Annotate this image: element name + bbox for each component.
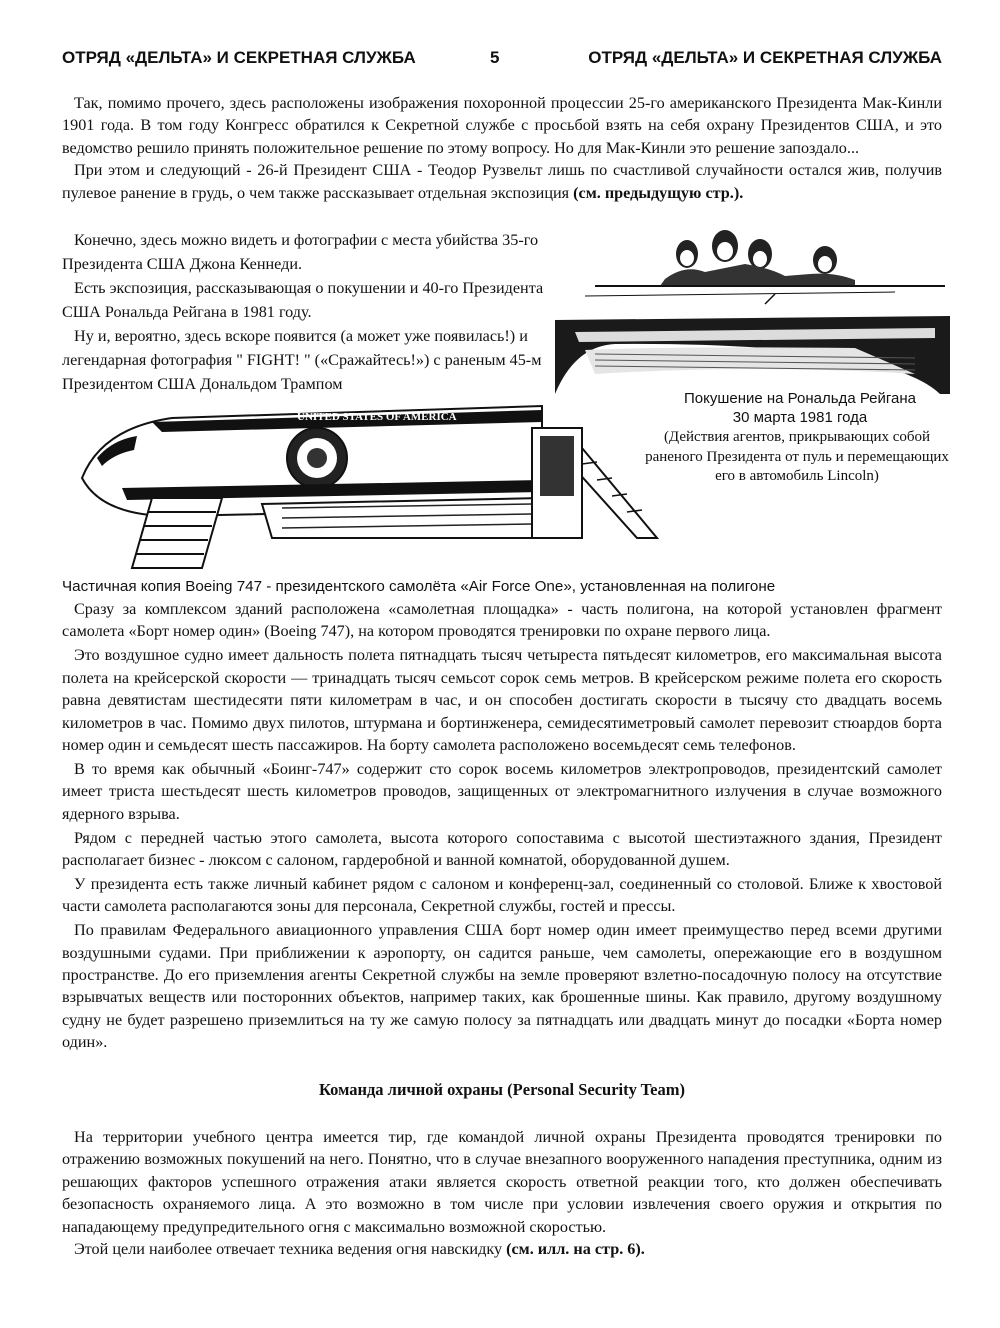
air-force-one-illustration [62, 388, 662, 578]
paragraph: Конечно, здесь можно видеть и фотографии с места убийства 35-го Президента США Джона Кеннеди. [62, 231, 539, 273]
paragraph: У президента есть также личный кабинет рядом с салоном и конференц-зал, соединенный со столовой. Ближе к хвостовой части самолета располагаются зоны для персонала, Секретной службы, гостей и прессы. [62, 874, 942, 916]
paragraph-text: Этой цели наиболее отвечает техника ведения огня навскидку [74, 1240, 503, 1259]
reagan-figure-subcaption: (Действия агентов, прикрывающих собой раненого Президента от пуль и перемещающих его в автомобиль Lincoln) [645, 429, 949, 484]
main-text [62, 598, 942, 1055]
running-header [62, 48, 942, 74]
left-column-text [62, 228, 552, 396]
header-title-right: ОТРЯД «ДЕЛЬТА» И СЕКРЕТНАЯ СЛУЖБА [588, 48, 942, 67]
caption-line: Покушение на Рональда Рейгана [683, 390, 917, 407]
paragraph: Сразу за комплексом зданий расположена «самолетная площадка» - часть полигона, на которой установлен фрагмент самолета «Борт номер один» (Boeing 747), на котором проводятся тренировки по охране первого лица. [62, 600, 942, 641]
page-number: 5 [490, 48, 500, 67]
paragraph: В то время как обычный «Боинг-747» содержит сто сорок восемь километров электропроводов, президентский самолет имеет триста шестьдесят шесть километров проводов, защищенных от электромагнитного излучения в случае возможного ядерного взрыва. [62, 759, 942, 823]
fuselage-lettering: UNITED STATES OF AMERICA [297, 411, 457, 423]
paragraph: Есть экспозиция, рассказывающая о покушении и 40-го Президента США Рональда Рейгана в 1981 году. [62, 279, 544, 321]
paragraph-text: При этом и следующий - 26-й Президент США - Теодор Рузвельт лишь по счастливой случайности остался жив, получив пулевое ранение в грудь, о чем также рассказывает отдельная экспозиция [62, 161, 942, 202]
header-title-left: ОТРЯД «ДЕЛЬТА» И СЕКРЕТНАЯ СЛУЖБА [62, 48, 416, 67]
paragraph [62, 159, 942, 204]
cross-reference: (см. илл. на стр. 6). [506, 1240, 645, 1259]
paragraph: Это воздушное судно имеет дальность полета пятнадцать тысяч четыреста пятьдесят километров, его максимальная высота полета на крейсерской скорости — тринадцать тысяч семьсот сорок семь метров. В крейсерском режиме полета его скорость равна девятистам шестидесяти пяти километрам в час, и он способен достигать скорости в тысячу сто двадцать восемь километров в час. Помимо двух пилотов, штурмана и бортинженера, семидесятиметровый самолет перевозит стюардов борта номер один и семьдесят шесть пассажиров. На борту самолета расположено восемьдесят семь телефонов. [62, 646, 942, 754]
paragraph: Рядом с передней частью этого самолета, высота которого сопоставима с высотой шестиэтажного здания, Президент располагает бизнес - люксом с салоном, гардеробной и ванной комнатой, оборудованной душем. [62, 828, 942, 869]
section-text [62, 1126, 942, 1260]
paragraph: На территории учебного центра имеется тир, где командой личной охраны Президента проводятся тренировки по отражению возможных покушений на него. Понятно, что в случае внезапного вооруженного нападения преступника, одним из решающих факторов успешного отражения атаки является скорость ответной реакции того, кто должен обеспечивать безопасность охраняемого лица. А это возможно в том числе при условии извлечения своего оружия и открытия по нападающему предупредительного огня с максимально возможной скоростью. [62, 1128, 942, 1236]
paragraph: По правилам Федерального авиационного управления США борт номер один имеет преимущество перед всеми другими воздушными судами. При приближении к аэропорту, он садится раньше, чем самолеты, опережающие его в воздушном пространстве. До его приземления агенты Секретной службы на земле проверяют взлетно-посадочную полосу на отсутствие взрывчатых веществ или посторонних объектов, например таких, как брошенные шины. Как правило, другому воздушному судну не будет разрешено приземлиться на ту же самую полосу за пятнадцать или двадцать минут до посадки «Борта номер один». [62, 921, 942, 1052]
caption-line: 30 марта 1981 года [732, 409, 868, 426]
section-heading: Команда личной охраны (Personal Security Team) [319, 1080, 685, 1099]
cross-reference: (см. предыдущую стр.). [573, 183, 744, 202]
paragraph [62, 1238, 942, 1260]
paragraph: Так, помимо прочего, здесь расположены изображения похоронной процессии 25-го американского Президента Мак-Кинли 1901 года. В том году Конгресс обратился к Секретной службе с просьбой взять на себя охрану Президентов США, и это ведомство решило принять положительное решение по этому вопросу. Но для Мак-Кинли это решение запоздало... [62, 94, 942, 157]
intro-text [62, 92, 942, 204]
plane-figure-caption: Частичная копия Boeing 747 - президентского самолёта «Air Force One», установленная на полигоне [62, 578, 776, 595]
reagan-figure-caption [640, 389, 960, 427]
reagan-assassination-illustration [555, 224, 950, 394]
paragraph: Ну и, вероятно, здесь вскоре появится (а может уже появилась!) и легендарная фотография " FIGHT! " («Сражайтесь!») с раненым 45-м Президентом США Дональдом Трампом [62, 327, 542, 393]
